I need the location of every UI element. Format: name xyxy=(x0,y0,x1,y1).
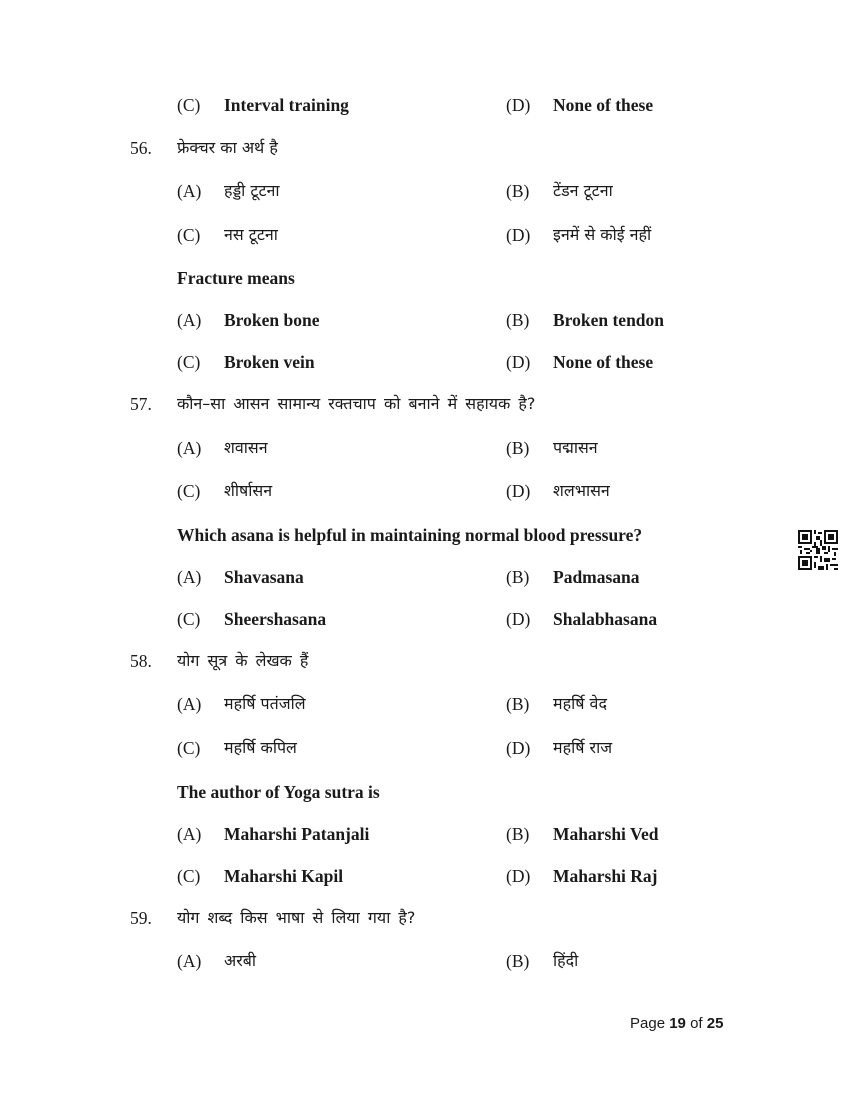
option-label: (C) xyxy=(177,866,201,886)
question-number: 58. xyxy=(130,651,152,671)
option-label: (A) xyxy=(177,951,202,971)
option-text: शवासन xyxy=(224,438,268,457)
option-text: हिंदी xyxy=(553,951,579,970)
option-text: शलभासन xyxy=(553,481,610,500)
option-text: Broken vein xyxy=(224,352,315,372)
option-text: Maharshi Ved xyxy=(553,824,659,844)
option-label: (A) xyxy=(177,824,202,844)
option-label: (C) xyxy=(177,352,201,372)
option-text: Shavasana xyxy=(224,567,304,587)
question-text-hindi: फ्रेक्चर का अर्थ है xyxy=(177,138,278,157)
option-label: (A) xyxy=(177,694,202,714)
option-text: इनमें से कोई नहीं xyxy=(553,225,652,244)
option-text: Maharshi Raj xyxy=(553,866,658,886)
option-text: Interval training xyxy=(224,95,349,115)
option-text: Shalabhasana xyxy=(553,609,658,629)
option-text: महर्षि राज xyxy=(553,738,613,757)
option-label: (A) xyxy=(177,438,202,458)
option-label: (A) xyxy=(177,310,202,330)
option-label: (D) xyxy=(506,866,531,886)
option-label: (D) xyxy=(506,738,531,758)
option-text: Broken tendon xyxy=(553,310,665,330)
question-text-hindi: कौन–सा आसन सामान्य रक्तचाप को बनाने में सहायक है? xyxy=(177,394,536,413)
option-text: नस टूटना xyxy=(224,225,278,244)
option-label: (A) xyxy=(177,567,202,587)
question-text-hindi: योग सूत्र के लेखक हैं xyxy=(177,651,309,670)
option-label: (B) xyxy=(506,951,530,971)
option-text: None of these xyxy=(553,95,654,115)
current-page: 19 xyxy=(669,1015,686,1032)
question-number: 57. xyxy=(130,394,152,414)
option-label: (B) xyxy=(506,694,530,714)
page-indicator xyxy=(630,1015,723,1032)
option-text: महर्षि पतंजलि xyxy=(224,694,306,713)
option-label: (A) xyxy=(177,181,202,201)
option-text: महर्षि कपिल xyxy=(224,738,297,757)
option-label: (C) xyxy=(177,738,201,758)
option-label: (D) xyxy=(506,225,531,245)
option-text: None of these xyxy=(553,352,654,372)
option-text: शीर्षासन xyxy=(224,481,273,500)
option-label: (B) xyxy=(506,438,530,458)
option-label: (B) xyxy=(506,310,530,330)
option-label: (D) xyxy=(506,352,531,372)
option-label: (C) xyxy=(177,609,201,629)
option-text: Maharshi Kapil xyxy=(224,866,344,886)
total-pages: 25 xyxy=(706,1015,724,1032)
page-prefix: Page xyxy=(630,1015,666,1032)
option-label: (C) xyxy=(177,95,201,115)
option-label: (B) xyxy=(506,181,530,201)
option-text: हड्डी टूटना xyxy=(224,181,280,200)
option-label: (D) xyxy=(506,95,531,115)
option-text: पद्मासन xyxy=(553,438,598,457)
option-label: (B) xyxy=(506,824,530,844)
option-label: (D) xyxy=(506,481,531,501)
question-number: 56. xyxy=(130,138,152,158)
option-label: (B) xyxy=(506,567,530,587)
option-text: टेंडन टूटना xyxy=(553,181,613,200)
question-text-english: Fracture means xyxy=(177,268,295,288)
option-text: Padmasana xyxy=(553,567,640,587)
question-text-english: The author of Yoga sutra is xyxy=(177,782,380,802)
option-text: Sheershasana xyxy=(224,609,327,629)
question-number: 59. xyxy=(130,908,152,928)
option-text: अरबी xyxy=(224,951,257,970)
option-text: Broken bone xyxy=(224,310,320,330)
question-text-english: Which asana is helpful in maintaining normal blood pressure? xyxy=(177,525,643,545)
option-text: महर्षि वेद xyxy=(553,694,607,713)
option-label: (C) xyxy=(177,481,201,501)
option-label: (D) xyxy=(506,609,531,629)
option-text: Maharshi Patanjali xyxy=(224,824,370,844)
page-of: of xyxy=(690,1015,703,1032)
option-label: (C) xyxy=(177,225,201,245)
qr-code-icon xyxy=(798,530,838,570)
question-text-hindi: योग शब्द किस भाषा से लिया गया है? xyxy=(177,908,416,927)
